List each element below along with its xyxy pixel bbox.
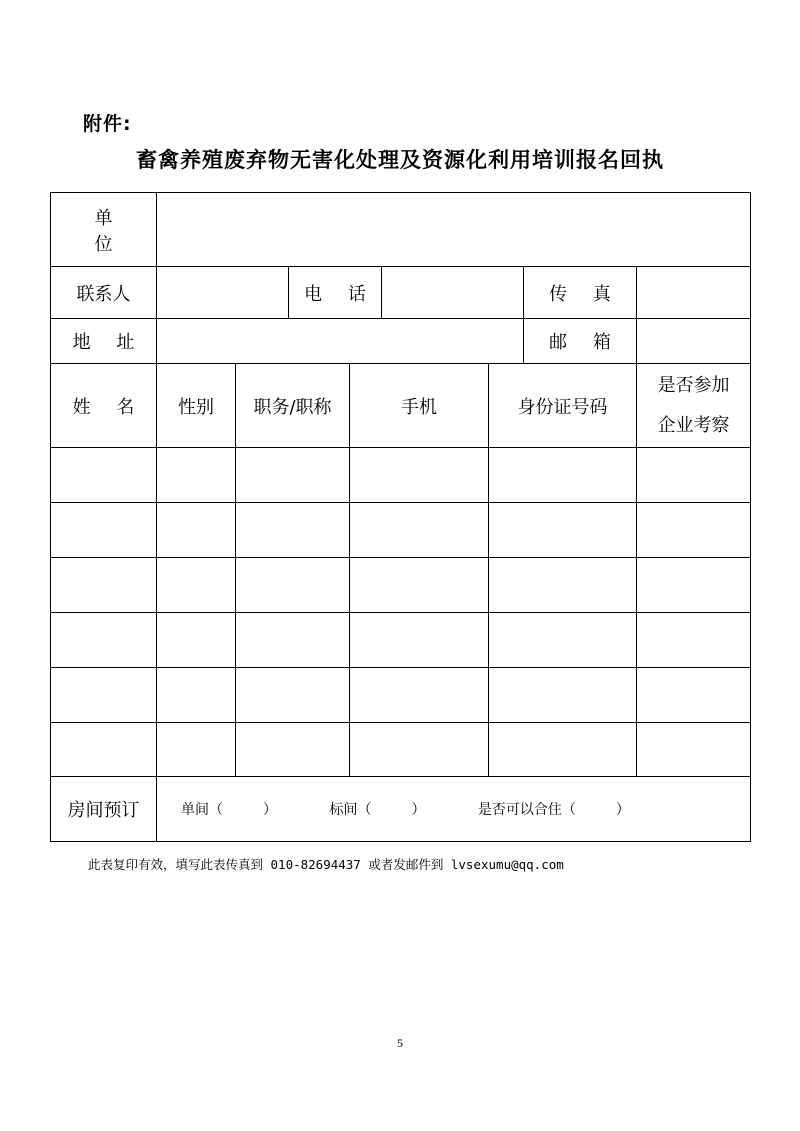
- cell-mobile[interactable]: [350, 613, 489, 668]
- room-booking-label: 房间预订: [51, 777, 157, 842]
- room-booking-row: [51, 777, 751, 842]
- cell-visit[interactable]: [637, 613, 751, 668]
- cell-visit[interactable]: [637, 448, 751, 503]
- single-room-label: 单间: [181, 802, 209, 818]
- cell-name[interactable]: [51, 503, 157, 558]
- cell-name[interactable]: [51, 448, 157, 503]
- cell-visit[interactable]: [637, 723, 751, 777]
- contact-label: 联系人: [51, 267, 157, 319]
- cell-name[interactable]: [51, 613, 157, 668]
- cell-id-number[interactable]: [489, 503, 637, 558]
- cell-gender[interactable]: [157, 613, 236, 668]
- cell-mobile[interactable]: [350, 723, 489, 777]
- table-row: [51, 723, 751, 777]
- contact-field[interactable]: [157, 267, 289, 319]
- col-header-visit-line1: 是否参加: [657, 374, 730, 396]
- cell-position[interactable]: [236, 503, 350, 558]
- cell-visit[interactable]: [637, 558, 751, 613]
- cell-visit[interactable]: [637, 503, 751, 558]
- cell-gender[interactable]: [157, 723, 236, 777]
- single-room-option: 单间（ ）: [181, 802, 277, 818]
- standard-room-label: 标间: [329, 802, 358, 818]
- form-title: 畜禽养殖废弃物无害化处理及资源化利用培训报名回执: [136, 148, 664, 172]
- unit-label: 单 位: [51, 193, 157, 267]
- room-options: [157, 777, 751, 842]
- col-header-visit-line2: 企业考察: [657, 414, 730, 436]
- cell-position[interactable]: [236, 668, 350, 723]
- fax-field[interactable]: [637, 267, 751, 319]
- cell-gender[interactable]: [157, 558, 236, 613]
- address-label: 地 址: [51, 319, 157, 364]
- registration-form-table: [50, 192, 751, 842]
- cell-gender[interactable]: [157, 448, 236, 503]
- cell-id-number[interactable]: [489, 558, 637, 613]
- contact-row: [51, 267, 751, 319]
- column-header-row: [51, 364, 751, 448]
- cell-mobile[interactable]: [350, 668, 489, 723]
- cell-position[interactable]: [236, 613, 350, 668]
- submission-note: 此表复印有效，填写此表传真到 010-82694437 或者发邮件到 lvsexumu@qq.com: [88, 857, 564, 872]
- cell-name[interactable]: [51, 668, 157, 723]
- cell-mobile[interactable]: [350, 558, 489, 613]
- address-field[interactable]: [157, 319, 524, 364]
- table-row: [51, 668, 751, 723]
- col-header-name: 姓 名: [51, 364, 157, 448]
- cell-position[interactable]: [236, 723, 350, 777]
- share-room-label: 是否可以合住: [477, 802, 562, 818]
- cell-gender[interactable]: [157, 668, 236, 723]
- cell-mobile[interactable]: [350, 448, 489, 503]
- unit-row: [51, 193, 751, 267]
- annex-label: 附件:: [83, 113, 132, 135]
- col-header-id-number: 身份证号码: [489, 364, 637, 448]
- email-field[interactable]: [637, 319, 751, 364]
- cell-id-number[interactable]: [489, 723, 637, 777]
- page-number: 5: [397, 1036, 403, 1050]
- col-header-position: 职务/职称: [236, 364, 350, 448]
- email-label: 邮 箱: [524, 319, 637, 364]
- cell-position[interactable]: [236, 448, 350, 503]
- cell-name[interactable]: [51, 558, 157, 613]
- table-row: [51, 503, 751, 558]
- cell-position[interactable]: [236, 558, 350, 613]
- cell-mobile[interactable]: [350, 503, 489, 558]
- col-header-gender: 性别: [157, 364, 236, 448]
- cell-name[interactable]: [51, 723, 157, 777]
- table-row: [51, 558, 751, 613]
- phone-label: 电 话: [289, 267, 382, 319]
- cell-id-number[interactable]: [489, 668, 637, 723]
- share-room-option: 是否可以合住（ ）: [477, 802, 630, 818]
- cell-id-number[interactable]: [489, 448, 637, 503]
- table-row: [51, 613, 751, 668]
- cell-gender[interactable]: [157, 503, 236, 558]
- cell-id-number[interactable]: [489, 613, 637, 668]
- col-header-mobile: 手机: [350, 364, 489, 448]
- table-row: [51, 448, 751, 503]
- fax-label: 传 真: [524, 267, 637, 319]
- phone-field[interactable]: [382, 267, 524, 319]
- address-row: [51, 319, 751, 364]
- col-header-visit: [637, 364, 751, 448]
- cell-visit[interactable]: [637, 668, 751, 723]
- standard-room-option: 标间（ ）: [329, 802, 426, 818]
- unit-field[interactable]: [157, 193, 751, 267]
